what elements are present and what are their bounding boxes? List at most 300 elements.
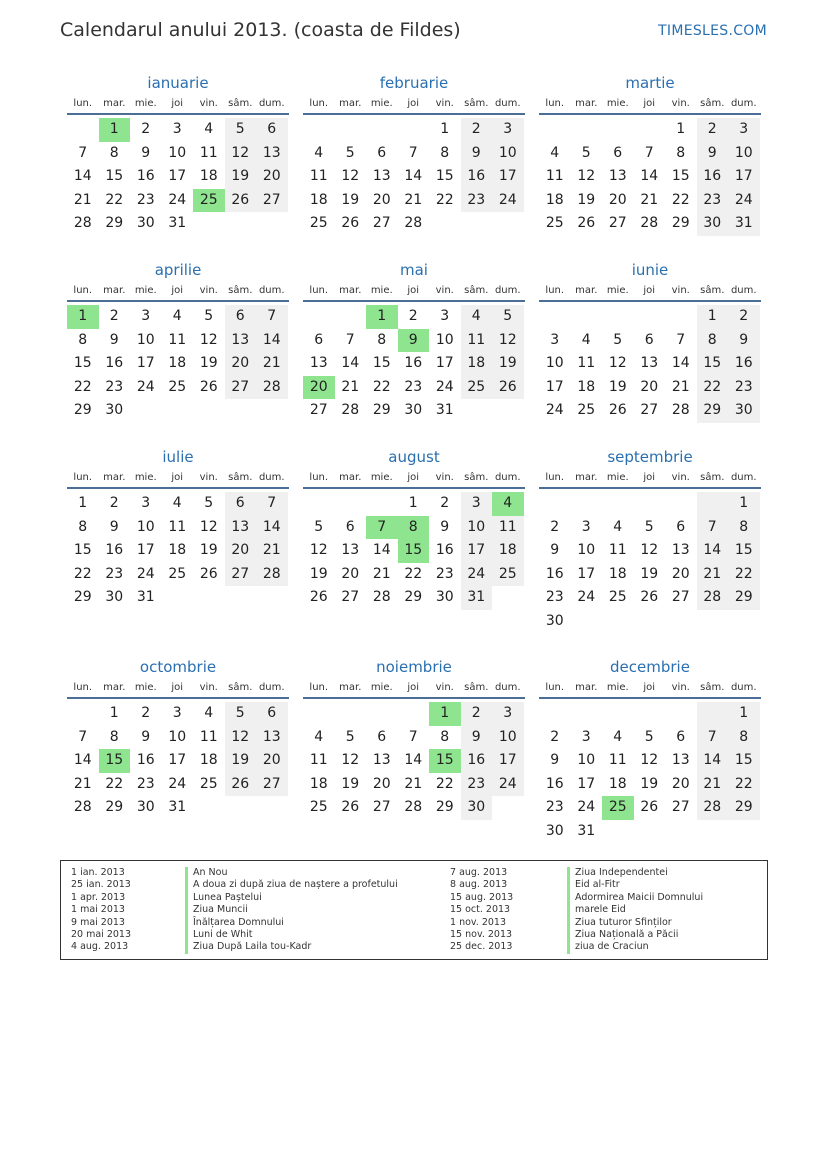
legend-date: 20 mai 2013 [71, 928, 132, 940]
day-cell: 31 [168, 799, 187, 816]
day-cell: 12 [577, 168, 596, 185]
legend-holiday-name: Ziua Muncii [185, 904, 398, 916]
day-cell: 30 [136, 799, 155, 816]
weekday-label: mar. [339, 472, 362, 483]
day-cell: 7 [256, 305, 288, 329]
weekday-label: vin. [199, 472, 218, 483]
day-cell: 28 [341, 402, 360, 419]
day-cell: 11 [608, 542, 627, 559]
day-cell: 26 [225, 773, 257, 797]
empty-cell [728, 820, 760, 844]
day-cell: 4 [613, 728, 623, 745]
day-cell: 14 [256, 329, 288, 353]
weekday-label: mie. [606, 98, 629, 109]
day-cell: 4 [613, 518, 623, 535]
weekday-label: lun. [73, 472, 93, 483]
day-cell: 6 [314, 331, 324, 348]
day-cell: 30 [545, 612, 564, 629]
day-cell: 15 [73, 542, 92, 559]
weekday-label: joi [407, 682, 420, 693]
day-cell: 9 [461, 142, 493, 166]
day-cell: 19 [640, 565, 659, 582]
day-cell: 3 [492, 118, 524, 142]
day-cell: 21 [404, 775, 423, 792]
day-cell: 11 [577, 355, 596, 372]
day-cell: 12 [309, 542, 328, 559]
day-cell: 21 [372, 565, 391, 582]
empty-cell [303, 492, 335, 516]
day-cell: 25 [193, 189, 225, 213]
weekday-label: mie. [606, 472, 629, 483]
legend-holiday-name: Înălțarea Domnului [185, 917, 398, 929]
day-cell: 20 [671, 565, 690, 582]
empty-cell [193, 212, 225, 236]
day-cell: 7 [366, 516, 398, 540]
day-cell: 3 [550, 331, 560, 348]
day-cell: 2 [728, 305, 760, 329]
day-grid [67, 702, 289, 820]
day-cell: 19 [608, 378, 627, 395]
day-cell: 29 [728, 796, 760, 820]
day-cell: 28 [640, 215, 659, 232]
empty-cell [665, 610, 697, 634]
empty-cell [225, 399, 257, 423]
day-cell: 19 [309, 565, 328, 582]
day-cell: 24 [136, 378, 155, 395]
day-cell: 15 [99, 749, 131, 773]
empty-cell [256, 399, 288, 423]
weekday-label: vin. [435, 472, 454, 483]
day-cell: 11 [309, 752, 328, 769]
day-cell: 27 [671, 589, 690, 606]
day-cell: 13 [225, 516, 257, 540]
weekday-label: lun. [545, 98, 565, 109]
day-cell: 13 [671, 752, 690, 769]
day-cell: 18 [545, 191, 564, 208]
empty-cell [398, 118, 430, 142]
empty-cell [571, 610, 603, 634]
weekday-label: lun. [545, 682, 565, 693]
month-februarie [303, 72, 525, 236]
day-cell: 19 [341, 191, 360, 208]
day-cell: 14 [372, 542, 391, 559]
day-cell: 29 [105, 215, 124, 232]
weekday-label: vin. [435, 285, 454, 296]
day-cell: 13 [341, 542, 360, 559]
day-cell: 10 [168, 728, 187, 745]
day-cell: 23 [136, 775, 155, 792]
legend-date: 8 aug. 2013 [450, 879, 508, 891]
day-cell: 28 [73, 799, 92, 816]
weekday-label: joi [643, 472, 656, 483]
day-cell: 13 [256, 142, 288, 166]
day-cell: 27 [372, 215, 391, 232]
day-cell: 24 [136, 565, 155, 582]
empty-cell [256, 586, 288, 610]
header-divider [67, 487, 289, 489]
weekday-label: mie. [370, 285, 393, 296]
empty-cell [571, 492, 603, 516]
day-cell: 6 [613, 144, 623, 161]
day-cell: 11 [168, 518, 187, 535]
day-cell: 7 [644, 144, 654, 161]
legend-holiday-name: A doua zi după ziua de naștere a profetului [185, 879, 398, 891]
day-cell: 4 [550, 144, 560, 161]
day-cell: 18 [608, 565, 627, 582]
weekday-label: joi [643, 285, 656, 296]
weekday-label: sâm. [464, 98, 489, 109]
day-cell: 26 [640, 799, 659, 816]
day-cell: 14 [256, 516, 288, 540]
weekday-label: mie. [370, 682, 393, 693]
day-cell: 2 [461, 702, 493, 726]
day-cell: 6 [225, 305, 257, 329]
day-cell: 23 [697, 189, 729, 213]
empty-cell [492, 796, 524, 820]
day-cell: 1 [440, 121, 450, 137]
day-cell: 5 [492, 305, 524, 329]
day-cell: 4 [314, 728, 324, 745]
weekday-label: sâm. [464, 472, 489, 483]
day-cell: 23 [105, 378, 124, 395]
day-cell: 29 [73, 402, 92, 419]
day-cell: 30 [105, 589, 124, 606]
day-cell: 27 [309, 402, 328, 419]
day-cell: 12 [640, 542, 659, 559]
day-cell: 17 [492, 165, 524, 189]
day-cell: 11 [492, 516, 524, 540]
weekday-header [539, 678, 761, 697]
day-cell: 21 [73, 191, 92, 208]
day-cell: 12 [341, 168, 360, 185]
month-name: octombrie [139, 658, 217, 676]
day-cell: 24 [492, 773, 524, 797]
day-cell: 1 [67, 305, 99, 329]
day-cell: 5 [204, 495, 214, 511]
day-cell: 21 [73, 775, 92, 792]
day-cell: 30 [435, 589, 454, 606]
day-grid [303, 702, 525, 820]
day-cell: 15 [429, 749, 461, 773]
day-cell: 5 [613, 331, 623, 348]
day-cell: 2 [697, 118, 729, 142]
legend-holiday-name: Lunea Paștelui [185, 892, 398, 904]
day-cell: 13 [671, 542, 690, 559]
empty-cell [225, 586, 257, 610]
empty-cell [539, 702, 571, 726]
weekday-label: joi [643, 682, 656, 693]
day-cell: 14 [671, 355, 690, 372]
legend-holiday-name: Adormirea Maicii Domnului [567, 892, 703, 904]
day-cell: 20 [303, 376, 335, 400]
day-cell: 1 [429, 702, 461, 726]
month-name: noiembrie [376, 658, 452, 676]
weekday-header [303, 468, 525, 487]
day-cell: 5 [225, 118, 257, 142]
weekday-header [303, 678, 525, 697]
day-cell: 2 [550, 728, 560, 745]
legend-holiday-name: Ziua Națională a Păcii [567, 929, 703, 941]
weekday-header [539, 468, 761, 487]
day-cell: 13 [640, 355, 659, 372]
day-cell: 27 [640, 402, 659, 419]
day-cell: 1 [366, 305, 398, 329]
day-cell: 27 [372, 799, 391, 816]
day-cell: 2 [109, 308, 119, 324]
legend-date: 15 nov. 2013 [450, 928, 513, 940]
day-cell: 12 [225, 142, 257, 166]
day-cell: 28 [372, 589, 391, 606]
day-cell: 9 [398, 329, 430, 353]
day-cell: 1 [697, 305, 729, 329]
day-cell: 8 [728, 516, 760, 540]
day-cell: 14 [73, 168, 92, 185]
header-divider [303, 487, 525, 489]
day-cell: 28 [256, 376, 288, 400]
day-cell: 17 [728, 165, 760, 189]
day-cell: 2 [141, 705, 151, 721]
empty-cell [697, 610, 729, 634]
empty-cell [571, 305, 603, 329]
day-cell: 22 [728, 773, 760, 797]
day-cell: 19 [577, 191, 596, 208]
day-cell: 30 [461, 796, 493, 820]
day-cell: 29 [73, 589, 92, 606]
legend-date: 1 ian. 2013 [71, 867, 125, 878]
legend-holiday-name: ziua de Craciun [567, 941, 703, 953]
empty-cell [602, 118, 634, 142]
empty-cell [162, 586, 194, 610]
day-cell: 5 [314, 518, 324, 535]
day-cell: 9 [697, 142, 729, 166]
day-cell: 26 [341, 799, 360, 816]
day-cell: 9 [440, 518, 450, 535]
empty-cell [256, 212, 288, 236]
weekday-label: mie. [370, 98, 393, 109]
day-cell: 17 [577, 565, 596, 582]
header-divider [303, 697, 525, 699]
day-cell: 6 [676, 518, 686, 535]
day-cell: 15 [435, 168, 454, 185]
legend-date: 1 mai 2013 [71, 904, 125, 916]
day-cell: 11 [199, 728, 218, 745]
day-cell: 14 [404, 168, 423, 185]
day-cell: 10 [492, 726, 524, 750]
day-cell: 14 [697, 749, 729, 773]
day-cell: 16 [435, 542, 454, 559]
day-cell: 14 [640, 168, 659, 185]
day-cell: 23 [461, 773, 493, 797]
day-cell: 10 [577, 542, 596, 559]
day-cell: 21 [404, 191, 423, 208]
day-cell: 18 [608, 775, 627, 792]
day-cell: 3 [581, 518, 591, 535]
day-cell: 3 [141, 308, 151, 324]
day-cell: 22 [73, 378, 92, 395]
empty-cell [539, 492, 571, 516]
weekday-label: dum. [730, 98, 757, 109]
month-martie [539, 72, 761, 236]
weekday-label: dum. [258, 682, 285, 693]
empty-cell [602, 305, 634, 329]
day-cell: 15 [697, 352, 729, 376]
weekday-label: mar. [575, 98, 598, 109]
weekday-label: lun. [545, 472, 565, 483]
weekday-label: mar. [575, 472, 598, 483]
weekday-label: sâm. [464, 682, 489, 693]
empty-cell [492, 399, 524, 423]
day-cell: 1 [408, 495, 418, 511]
day-cell: 15 [372, 355, 391, 372]
day-cell: 9 [461, 726, 493, 750]
day-cell: 4 [581, 331, 591, 348]
empty-cell [602, 820, 634, 844]
day-cell: 24 [168, 775, 187, 792]
day-cell: 24 [461, 563, 493, 587]
legend-holiday-name: Ziua Independentei [567, 867, 703, 879]
day-cell: 26 [199, 565, 218, 582]
day-grid [67, 118, 289, 236]
day-cell: 8 [728, 726, 760, 750]
day-cell: 24 [435, 378, 454, 395]
day-cell: 16 [105, 542, 124, 559]
empty-cell [130, 399, 162, 423]
empty-cell [665, 702, 697, 726]
day-cell: 5 [225, 702, 257, 726]
day-cell: 11 [608, 752, 627, 769]
day-cell: 7 [676, 331, 686, 348]
day-cell: 29 [728, 586, 760, 610]
day-cell: 30 [728, 399, 760, 423]
day-cell: 16 [461, 749, 493, 773]
day-cell: 8 [697, 329, 729, 353]
weekday-label: sâm. [228, 472, 253, 483]
weekday-label: sâm. [700, 98, 725, 109]
day-cell: 8 [398, 516, 430, 540]
legend-date: 1 apr. 2013 [71, 891, 126, 903]
day-cell: 1 [676, 121, 686, 137]
weekday-label: vin. [435, 682, 454, 693]
day-cell: 16 [136, 168, 155, 185]
weekday-label: dum. [730, 285, 757, 296]
day-cell: 3 [141, 495, 151, 511]
day-cell: 14 [341, 355, 360, 372]
day-cell: 25 [602, 796, 634, 820]
day-cell: 7 [256, 492, 288, 516]
day-cell: 22 [728, 563, 760, 587]
day-cell: 13 [225, 329, 257, 353]
legend-holiday-name: An Nou [185, 867, 398, 879]
day-cell: 11 [309, 168, 328, 185]
day-cell: 25 [492, 563, 524, 587]
day-cell: 9 [109, 518, 119, 535]
legend-date: 9 mai 2013 [71, 916, 125, 928]
weekday-label: lun. [309, 98, 329, 109]
weekday-label: dum. [258, 285, 285, 296]
day-cell: 29 [671, 215, 690, 232]
empty-cell [256, 796, 288, 820]
day-cell: 13 [256, 726, 288, 750]
legend-names-left [185, 867, 398, 954]
day-cell: 25 [309, 799, 328, 816]
day-cell: 1 [78, 495, 88, 511]
day-grid [67, 492, 289, 610]
weekday-label: mie. [606, 285, 629, 296]
day-cell: 4 [204, 705, 214, 721]
day-cell: 10 [492, 142, 524, 166]
day-cell: 18 [309, 191, 328, 208]
weekday-label: mie. [134, 472, 157, 483]
day-cell: 2 [141, 121, 151, 137]
day-cell: 2 [461, 118, 493, 142]
weekday-label: mar. [103, 682, 126, 693]
legend-dates-left [71, 867, 131, 954]
day-cell: 20 [372, 191, 391, 208]
empty-cell [665, 820, 697, 844]
day-cell: 17 [136, 355, 155, 372]
day-cell: 15 [728, 749, 760, 773]
day-cell: 27 [671, 799, 690, 816]
day-cell: 16 [136, 752, 155, 769]
weekday-label: dum. [494, 472, 521, 483]
header-divider [67, 697, 289, 699]
day-grid [303, 305, 525, 423]
header-divider [539, 300, 761, 302]
day-cell: 18 [168, 355, 187, 372]
day-cell: 31 [728, 212, 760, 236]
day-cell: 13 [372, 168, 391, 185]
month-name: aprilie [154, 261, 202, 279]
weekday-header [67, 678, 289, 697]
day-cell: 21 [671, 378, 690, 395]
weekday-label: lun. [73, 682, 93, 693]
day-cell: 9 [141, 728, 151, 745]
day-cell: 26 [640, 589, 659, 606]
day-cell: 16 [461, 165, 493, 189]
empty-cell [634, 118, 666, 142]
day-cell: 4 [314, 144, 324, 161]
day-cell: 8 [78, 518, 88, 535]
weekday-label: dum. [494, 285, 521, 296]
day-cell: 11 [461, 329, 493, 353]
brand-link[interactable]: TIMESLES.COM [658, 23, 767, 39]
day-cell: 24 [168, 191, 187, 208]
month-ianuarie [67, 72, 289, 236]
day-cell: 27 [225, 563, 257, 587]
empty-cell [193, 586, 225, 610]
day-cell: 17 [577, 775, 596, 792]
weekday-label: sâm. [464, 285, 489, 296]
empty-cell [634, 820, 666, 844]
day-cell: 16 [404, 355, 423, 372]
day-cell: 21 [640, 191, 659, 208]
weekday-label: joi [643, 98, 656, 109]
day-cell: 31 [435, 402, 454, 419]
day-cell: 7 [697, 726, 729, 750]
weekday-label: mie. [370, 472, 393, 483]
header-divider [303, 300, 525, 302]
day-cell: 26 [577, 215, 596, 232]
day-cell: 30 [697, 212, 729, 236]
weekday-label: dum. [258, 98, 285, 109]
weekday-label: lun. [73, 98, 93, 109]
empty-cell [492, 586, 524, 610]
day-cell: 18 [577, 378, 596, 395]
empty-cell [366, 702, 398, 726]
day-cell: 24 [492, 189, 524, 213]
empty-cell [697, 492, 729, 516]
holiday-legend [60, 860, 768, 960]
